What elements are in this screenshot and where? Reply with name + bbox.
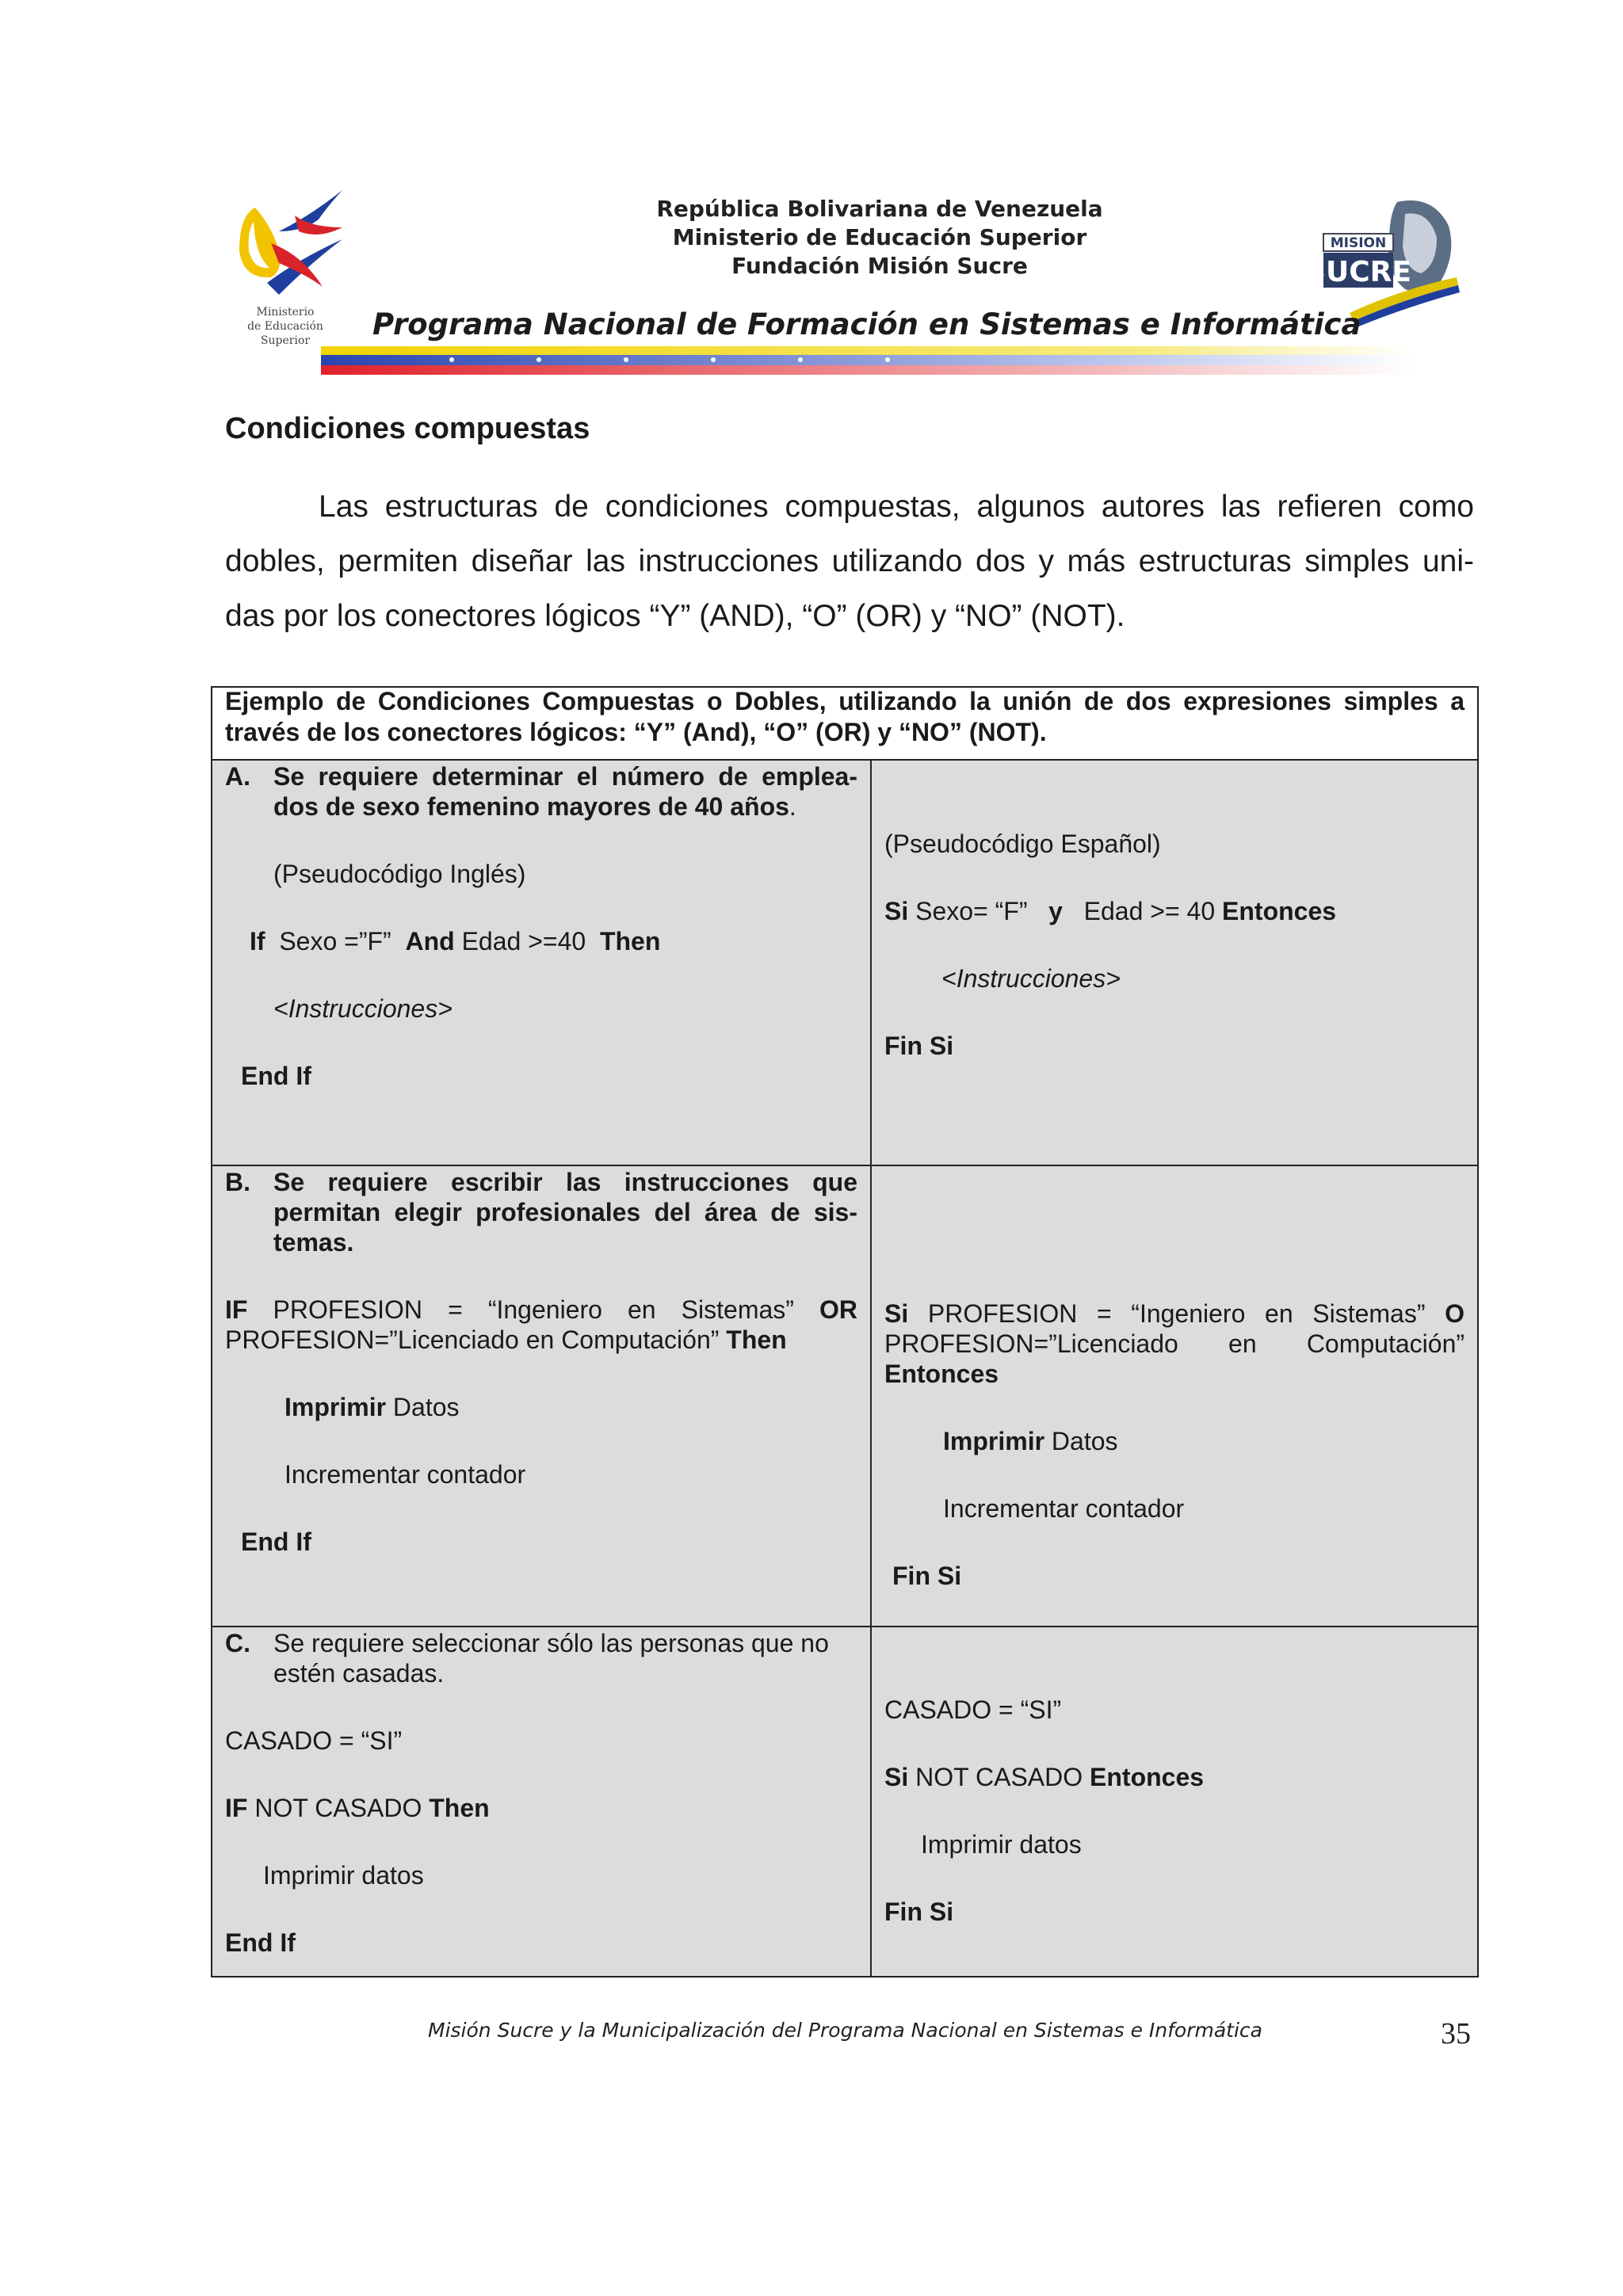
row-a-left-if-line: [250, 927, 660, 956]
row-c-right-body: Imprimir datos: [921, 1830, 1082, 1859]
intro-paragraph: [225, 479, 1474, 643]
row-a-left-cond2: Edad >=40: [461, 927, 586, 955]
table-caption-rest: , utilizando la unión de dos expresiones simples a través de los conectores lógicos: “Y” (And), “O” (OR) y “NO” (NOT).: [225, 687, 1465, 746]
keyword-or: OR: [819, 1295, 857, 1324]
keyword-imprimir: Imprimir: [943, 1427, 1045, 1455]
row-b-right-print: [943, 1427, 1118, 1456]
row-a-question-line1: Se requiere determinar el número de emplea-: [273, 762, 857, 791]
header-ministry: Ministerio de Educación Superior: [672, 224, 1087, 250]
keyword-o: O: [1445, 1299, 1465, 1328]
row-b-left-cond2: PROFESION=”Licenciado en Computación”: [225, 1325, 720, 1354]
table-caption-divider: [211, 759, 1479, 761]
row-b-question-line1: Se requiere escribir las instrucciones que: [273, 1168, 857, 1196]
intro-line3: das por los conectores lógicos “Y” (AND), “O” (OR) y “NO” (NOT).: [225, 599, 1125, 633]
header-country: República Bolivariana de Venezuela: [656, 196, 1103, 222]
row-c-left-assign: CASADO = “SI”: [225, 1726, 403, 1755]
row-a-left-cond1: Sexo =”F”: [279, 927, 391, 955]
flag-band: [321, 346, 1415, 375]
row-b-question-line2: permitan elegir profesionales del área de sis-: [273, 1198, 857, 1226]
row-c-left-end: End If: [225, 1928, 296, 1957]
ministry-logo-caption: [222, 305, 349, 348]
row-c-left-body: Imprimir datos: [263, 1861, 424, 1890]
keyword-then: Then: [726, 1325, 787, 1354]
row-c-question-line1: Se requiere seleccionar sólo las personas que no: [273, 1629, 829, 1657]
row-b-right-cond2c: Computación”: [1306, 1329, 1465, 1358]
row-c-right-end: Fin Si: [884, 1897, 954, 1926]
row-b-left-print-rest: Datos: [386, 1393, 460, 1421]
page-footer: Misión Sucre y la Municipalización del Programa Nacional en Sistemas e Informática: [428, 2019, 1262, 2042]
row-c-right-si-line: [884, 1763, 1204, 1792]
ministry-caption-line1: Ministerio: [256, 306, 315, 318]
table-row-divider-2: [211, 1626, 1479, 1627]
keyword-then: Then: [599, 927, 661, 955]
intro-line2: dobles, permiten diseñar las instrucciones utilizando dos y más estructuras simples uni-: [225, 544, 1474, 578]
keyword-si: Si: [884, 897, 909, 925]
row-b-right-cond1: PROFESION = “Ingeniero en Sistemas”: [927, 1299, 1426, 1328]
row-c-letter: C.: [225, 1629, 250, 1657]
row-a-right-lang: (Pseudocódigo Español): [884, 830, 1161, 858]
ministry-caption-line2: de Educación Superior: [247, 320, 323, 347]
table-border-bottom: [211, 1976, 1479, 1978]
keyword-entonces: Entonces: [1090, 1763, 1205, 1791]
row-b-right-cond2a: PROFESION=”Licenciado: [884, 1329, 1178, 1358]
keyword-if: IF: [225, 1794, 248, 1822]
row-b-right-cond2b: en: [1228, 1329, 1257, 1358]
row-b-left-print: [285, 1393, 460, 1422]
row-a-right-cond2: Edad >= 40: [1083, 897, 1216, 925]
keyword-then: Then: [429, 1794, 490, 1822]
row-c-right-cond: NOT CASADO: [908, 1763, 1090, 1791]
row-a-right-body: <Instrucciones>: [941, 964, 1121, 993]
row-a-right-end: Fin Si: [884, 1032, 954, 1060]
page-number: 35: [1441, 2017, 1471, 2050]
keyword-if: If: [250, 927, 265, 955]
row-c-right-assign: CASADO = “SI”: [884, 1695, 1062, 1724]
row-a-right-cond1: Sexo= “F”: [915, 897, 1028, 925]
keyword-si: Si: [884, 1299, 909, 1328]
keyword-si: Si: [884, 1763, 909, 1791]
table-caption: [225, 686, 1465, 748]
row-b-question-line3: temas.: [273, 1228, 354, 1257]
row-a-left-body: <Instrucciones>: [273, 994, 453, 1023]
section-title: Condiciones compuestas: [225, 412, 590, 445]
row-a-left-end: End If: [241, 1062, 311, 1090]
mision-logo-word1: MISION: [1330, 235, 1387, 251]
keyword-entonces: Entonces: [1222, 897, 1337, 925]
keyword-and: And: [405, 927, 455, 955]
intro-line1: Las estructuras de condiciones compuestas, algunos autores las refieren como: [319, 490, 1474, 524]
program-title: Programa Nacional de Formación en Sistemas e Informática: [372, 307, 1361, 341]
row-b-letter: B.: [225, 1168, 250, 1196]
row-a-left-lang: (Pseudocódigo Inglés): [273, 860, 526, 888]
row-a-question-dot: .: [789, 792, 796, 821]
row-b-left-increment: Incrementar contador: [285, 1460, 526, 1489]
row-a-right-si-line: [884, 897, 1336, 926]
mision-logo-word2: SUCRE: [1305, 256, 1411, 288]
row-b-left-cond2-line: [225, 1325, 787, 1355]
keyword-if: IF: [225, 1295, 248, 1324]
keyword-entonces: Entonces: [884, 1360, 999, 1388]
row-a-letter: A.: [225, 762, 250, 791]
header-foundation: Fundación Misión Sucre: [731, 253, 1028, 279]
table-caption-bold: Ejemplo de Condiciones Compuestas o Dobles: [225, 687, 819, 715]
table-border-right: [1477, 686, 1479, 1978]
row-b-left-end: End If: [241, 1527, 311, 1556]
row-b-left-if-line: [225, 1295, 857, 1325]
row-b-right-print-rest: Datos: [1044, 1427, 1118, 1455]
row-c-left-if-line: [225, 1794, 490, 1823]
keyword-imprimir: Imprimir: [285, 1393, 387, 1421]
table-row-divider-1: [211, 1165, 1479, 1166]
table-border-left: [211, 686, 212, 1978]
row-b-right-end: Fin Si: [892, 1562, 962, 1590]
row-b-right-si-line: [884, 1299, 1465, 1329]
keyword-y: y: [1048, 897, 1063, 925]
row-b-right-increment: Incrementar contador: [943, 1494, 1185, 1523]
row-b-right-cond2-line: [884, 1329, 1465, 1359]
row-a-question-line2: dos de sexo femenino mayores de 40 años: [273, 792, 789, 821]
row-b-left-cond1: PROFESION = “Ingeniero en Sistemas”: [273, 1295, 794, 1324]
row-c-question-line2: estén casadas.: [273, 1659, 445, 1688]
table-column-divider: [870, 759, 872, 1978]
ministry-logo: [223, 184, 358, 303]
row-c-left-cond: NOT CASADO: [247, 1794, 430, 1822]
